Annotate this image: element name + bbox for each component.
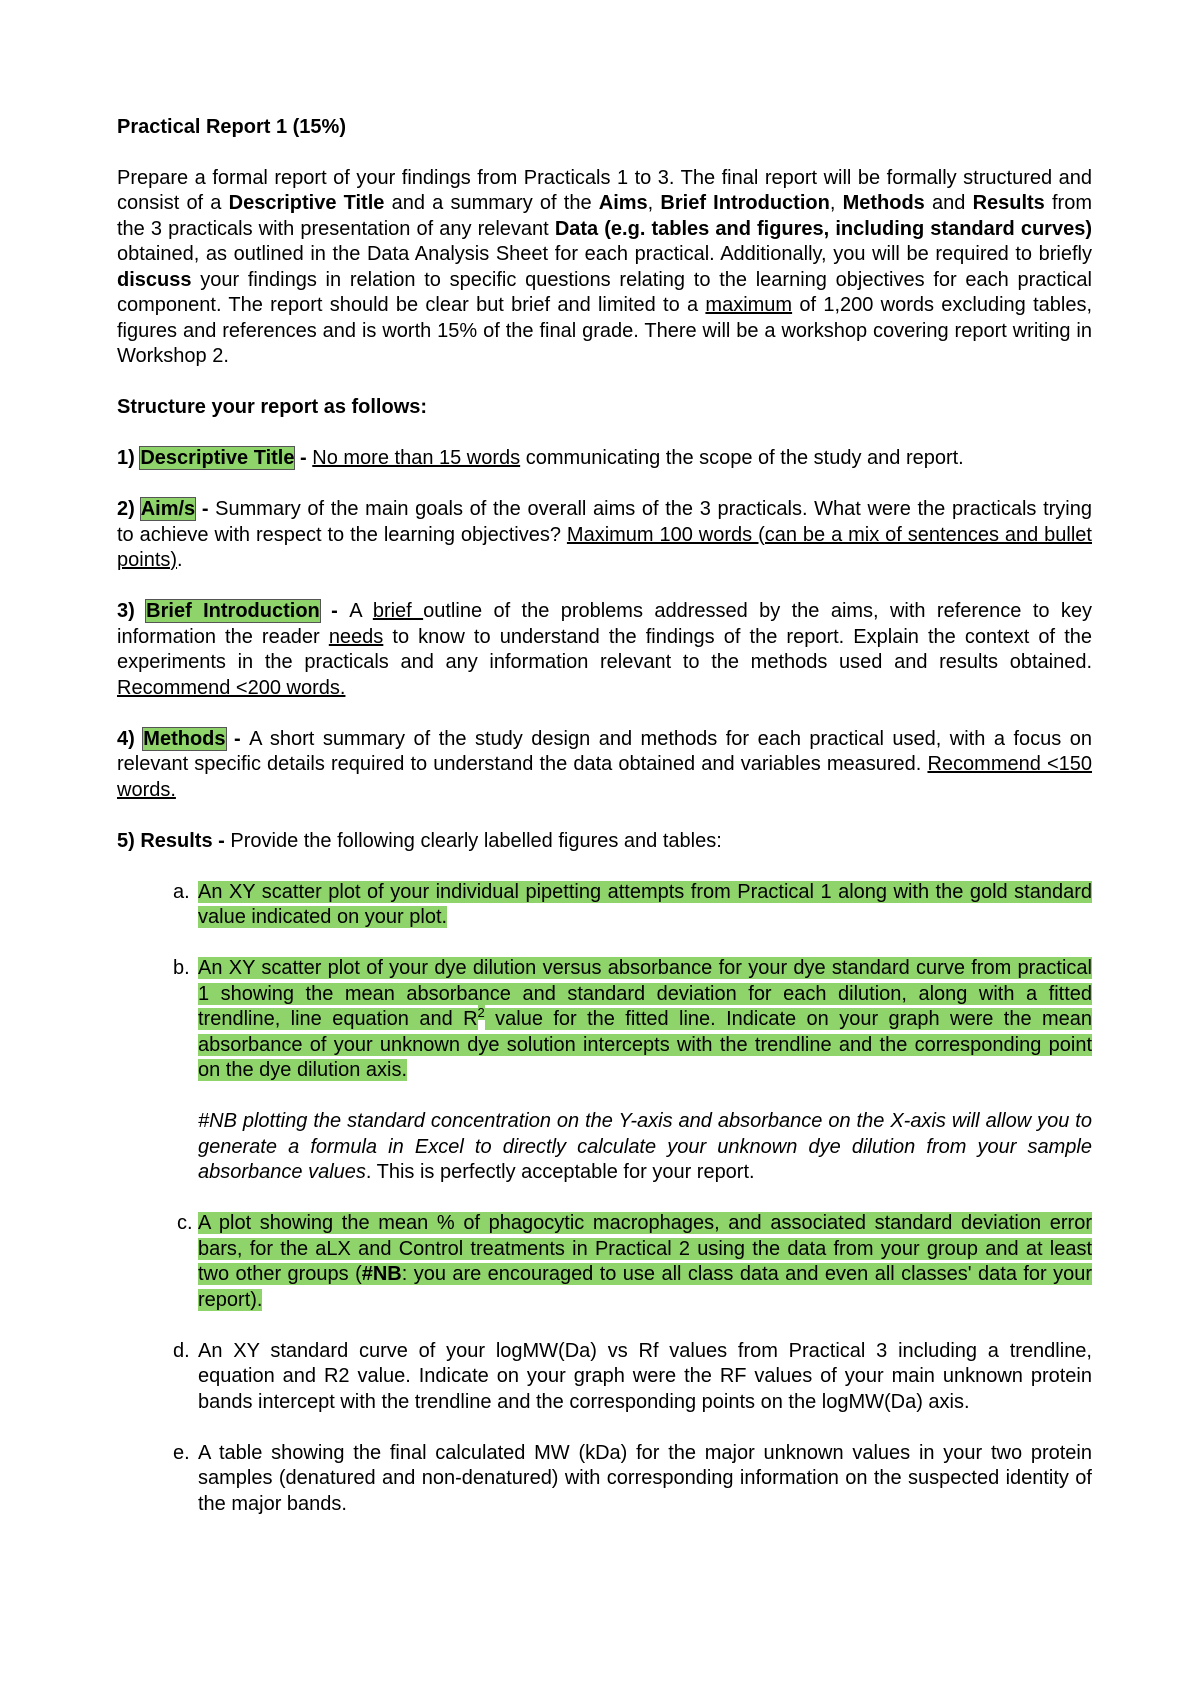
intro-text: from the 3 practicals with presentation of any relevant: [117, 192, 1093, 240]
section-label-highlight: Methods: [143, 727, 226, 750]
list-item-text: [198, 880, 1092, 931]
list-item-text: A table showing the final calculated MW (kDa) for the major unknown values in your two protein samples (denatured and non-denatured) with corresponding information on the suspected identity of the major bands.: [198, 1441, 1092, 1515]
list-item-text: [198, 956, 1092, 1186]
list-item: [117, 1339, 1092, 1416]
intro-text: of 1,200 words excluding tables, figures and references and is worth 15% of the final grade. There will be a workshop covering report writing in Workshop 2.: [117, 294, 1092, 367]
list-marker: c.: [177, 1212, 193, 1234]
intro-bold-brief-introduction: Brief Introduction: [660, 192, 830, 214]
list-item-text: [198, 1211, 1092, 1313]
intro-bold-descriptive-title: Descriptive Title: [228, 192, 385, 214]
document-content: [117, 115, 1092, 1517]
highlighted-text: : you are encouraged to use all class data and even all classes' data for your report).: [198, 1263, 1092, 1311]
intro-paragraph: [117, 166, 1092, 370]
section-descriptive-title: 1) Descriptive Title - No more than 15 words communicating the scope of the study and report.: [117, 447, 964, 469]
list-item: [117, 1211, 1092, 1313]
intro-bold-data: Data (e.g. tables and figures, including standard curves): [554, 217, 1092, 240]
intro-bold-aims: Aims: [598, 192, 648, 214]
highlighted-text: A plot showing the mean % of phagocytic macrophages, and associated standard deviation error bars, for the aLX and Control treatments in Practical 2 using the data from your group and at least two other groups (: [198, 1212, 1092, 1285]
list-marker: d.: [173, 1339, 190, 1362]
highlighted-text: value for the fitted line. Indicate on your graph were the mean absorbance of your unknown dye solution intercepts with the trendline and the corresponding point on the dye dilution axis.: [198, 1008, 1093, 1081]
intro-bold-discuss: discuss: [117, 268, 192, 291]
list-item: [117, 956, 1092, 1186]
list-marker: e.: [173, 1441, 190, 1464]
intro-bold-results: Results: [972, 192, 1045, 214]
page-title: Practical Report 1 (15%): [117, 116, 346, 138]
intro-text: your findings in relation to specific questions relating to the learning objectives for each practical component. The report should be clear but brief and limited to a: [117, 268, 1092, 316]
list-item: [117, 880, 1092, 931]
intro-underline-maximum: maximum: [705, 294, 793, 316]
superscript: 2: [477, 1005, 485, 1021]
structure-heading: Structure your report as follows:: [117, 396, 428, 418]
intro-text: Prepare a formal report of your findings from Practicals 1 to 3. The final report will be formally structured and consist of a: [117, 166, 1092, 214]
highlighted-text: An XY scatter plot of your individual pipetting attempts from Practical 1 along with the gold standard value indicated on your plot.: [198, 880, 1092, 928]
highlighted-text: An XY scatter plot of your dye dilution versus absorbance for your dye standard curve from practical 1 showing the mean absorbance and standard deviation for each dilution, along with a fitted trendline, line equation and R: [198, 957, 1092, 1030]
list-item: [117, 1441, 1092, 1518]
intro-text: obtained, as outlined in the Data Analysis Sheet for each practical. Additionally, you will be required to briefly: [117, 243, 1092, 265]
highlighted-bold: #NB: [361, 1263, 402, 1285]
section-label-highlight: Descriptive Title: [140, 447, 295, 469]
section-aims: 2) Aim/s - Summary of the main goals of the overall aims of the 3 practicals. What were the practicals trying to achieve with respect to the learning objectives? Maximum 100 words (can be a mix of sentences and bullet points).: [117, 498, 1092, 571]
list-marker: a.: [173, 880, 190, 903]
section-label-highlight: Brief Introduction: [146, 600, 320, 622]
list-marker: b.: [173, 957, 190, 979]
section-methods: 4) Methods - A short summary of the study design and methods for each practical used, with a focus on relevant specific details required to understand the data obtained and variables measured. Recommend <150 words.: [117, 727, 1093, 801]
list-item-text: An XY standard curve of your logMW(Da) vs Rf values from Practical 3 including a trendline, equation and R2 value. Indicate on your graph were the RF values of your main unknown protein bands intercept with the trendline and the corresponding points on the logMW(Da) axis.: [198, 1339, 1092, 1413]
section-results: 5) Results - Provide the following clearly labelled figures and tables:: [117, 829, 722, 852]
intro-text: and a summary of the: [384, 192, 599, 214]
intro-text: ,: [647, 192, 661, 214]
intro-bold-methods: Methods: [842, 192, 925, 214]
section-label-highlight: Aim/s: [140, 498, 196, 520]
intro-text: and: [924, 192, 973, 214]
nb-note: #NB plotting the standard concentration on the Y-axis and absorbance on the X-axis will allow you to generate a formula in Excel to directly calculate your unknown dye dilution from your sample absorbance values. This is perfectly acceptable for your report.: [198, 1110, 1092, 1183]
section-brief-introduction: 3) Brief Introduction - A brief outline of the problems addressed by the aims, with reference to key information the reader needs to know to understand the findings of the report. Explain the context of the experiments in the practicals and any information relevant to the methods used and results obtained. Recommend <200 words.: [117, 600, 1092, 699]
intro-text: ,: [829, 192, 843, 214]
